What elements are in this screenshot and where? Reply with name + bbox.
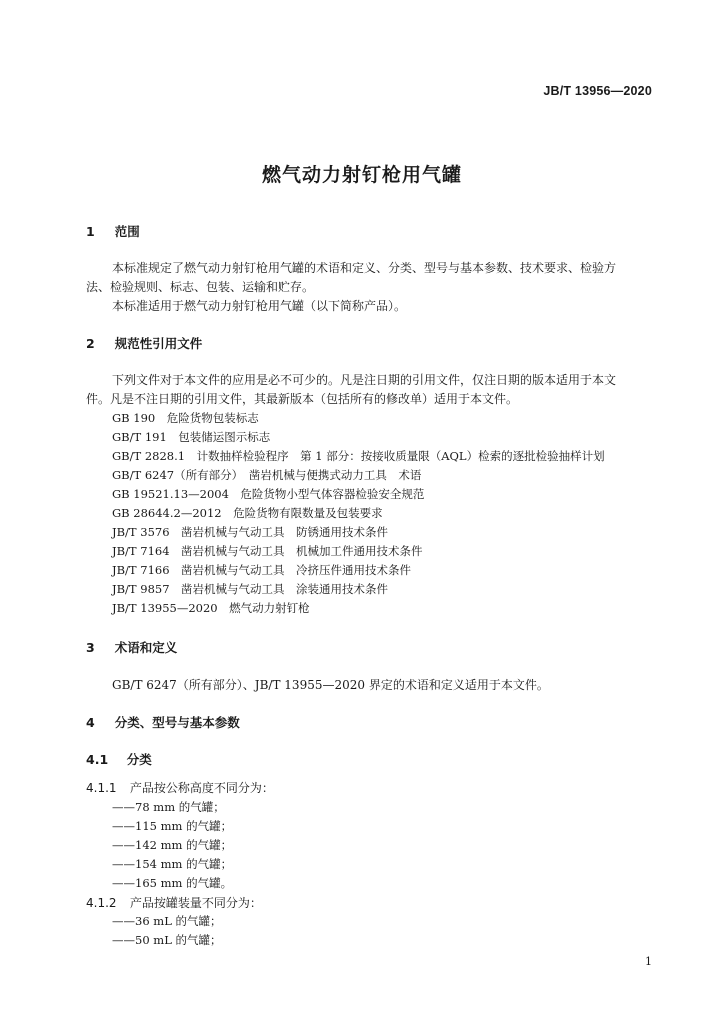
paragraph: 本标准适用于燃气动力射钉枪用气罐（以下简称产品）。 xyxy=(112,299,407,313)
reference-item: JB/T 13955—2020 燃气动力射钉枪 xyxy=(112,601,310,615)
paragraph: 下列文件对于本文件的应用是必不可少的。凡是注日期的引用文件，仅注日期的版本适用于本文 xyxy=(112,373,617,387)
section-title: 规范性引用文件 xyxy=(114,336,203,351)
paragraph: 本标准规定了燃气动力射钉枪用气罐的术语和定义、分类、型号与基本参数、技术要求、检验方 xyxy=(112,261,617,275)
section-title: 分类、型号与基本参数 xyxy=(114,715,240,730)
list-item: ——36 mL 的气罐； xyxy=(112,914,222,928)
paragraph: 法、检验规则、标志、包装、运输和贮存。 xyxy=(86,280,315,294)
list-item: ——154 mm 的气罐； xyxy=(112,857,233,871)
standard-id: JB/T 13956—2020 xyxy=(543,84,652,98)
page-number: 1 xyxy=(645,955,652,968)
reference-item: GB 28644.2—2012 危险货物有限数量及包装要求 xyxy=(112,506,383,520)
clause-number: 4.1.1 xyxy=(86,781,117,795)
paragraph: GB/T 6247（所有部分）、JB/T 13955—2020 界定的术语和定义适用于本文件。 xyxy=(112,678,549,692)
section-4-1-heading xyxy=(86,750,152,768)
section-4-heading xyxy=(86,713,240,731)
section-number: 4 xyxy=(86,715,95,730)
reference-item: JB/T 3576 凿岩机械与气动工具 防锈通用技术条件 xyxy=(112,525,389,539)
reference-item: GB/T 2828.1 计数抽样检验程序 第 1 部分：按接收质量限（AQL）检索的逐批检验抽样计划 xyxy=(112,449,605,463)
section-title: 范围 xyxy=(114,224,140,239)
reference-item: GB/T 6247（所有部分） 凿岩机械与便携式动力工具 术语 xyxy=(112,468,422,482)
list-item: ——78 mm 的气罐； xyxy=(112,800,225,814)
clause-text: 产品按公称高度不同分为： xyxy=(129,781,274,795)
section-2-heading xyxy=(86,334,202,352)
reference-item: GB 190 危险货物包装标志 xyxy=(112,411,259,425)
paragraph: 件。凡是不注日期的引用文件，其最新版本（包括所有的修改单）适用于本文件。 xyxy=(86,392,519,406)
list-item: ——165 mm 的气罐。 xyxy=(112,876,233,890)
section-number: 1 xyxy=(86,224,95,239)
section-number: 2 xyxy=(86,336,95,351)
section-number: 3 xyxy=(86,640,95,655)
document-title: 燃气动力射钉枪用气罐 xyxy=(261,164,462,186)
section-number: 4.1 xyxy=(86,752,109,767)
list-item: ——50 mL 的气罐； xyxy=(112,933,222,947)
reference-item: JB/T 9857 凿岩机械与气动工具 涂装通用技术条件 xyxy=(112,582,389,596)
reference-item: GB 19521.13—2004 危险货物小型气体容器检验安全规范 xyxy=(112,487,425,501)
reference-item: JB/T 7164 凿岩机械与气动工具 机械加工件通用技术条件 xyxy=(112,544,423,558)
section-title: 分类 xyxy=(126,752,152,767)
clause-4-1-2 xyxy=(86,894,262,911)
reference-item: JB/T 7166 凿岩机械与气动工具 冷挤压件通用技术条件 xyxy=(112,563,412,577)
section-1-heading xyxy=(86,222,140,240)
clause-number: 4.1.2 xyxy=(86,896,117,910)
section-title: 术语和定义 xyxy=(114,640,178,655)
clause-text: 产品按罐装量不同分为： xyxy=(129,896,262,910)
clause-4-1-1 xyxy=(86,779,274,796)
list-item: ——115 mm 的气罐； xyxy=(112,819,233,833)
section-3-heading xyxy=(86,638,177,656)
reference-item: GB/T 191 包装储运图示标志 xyxy=(112,430,271,444)
list-item: ——142 mm 的气罐； xyxy=(112,838,233,852)
